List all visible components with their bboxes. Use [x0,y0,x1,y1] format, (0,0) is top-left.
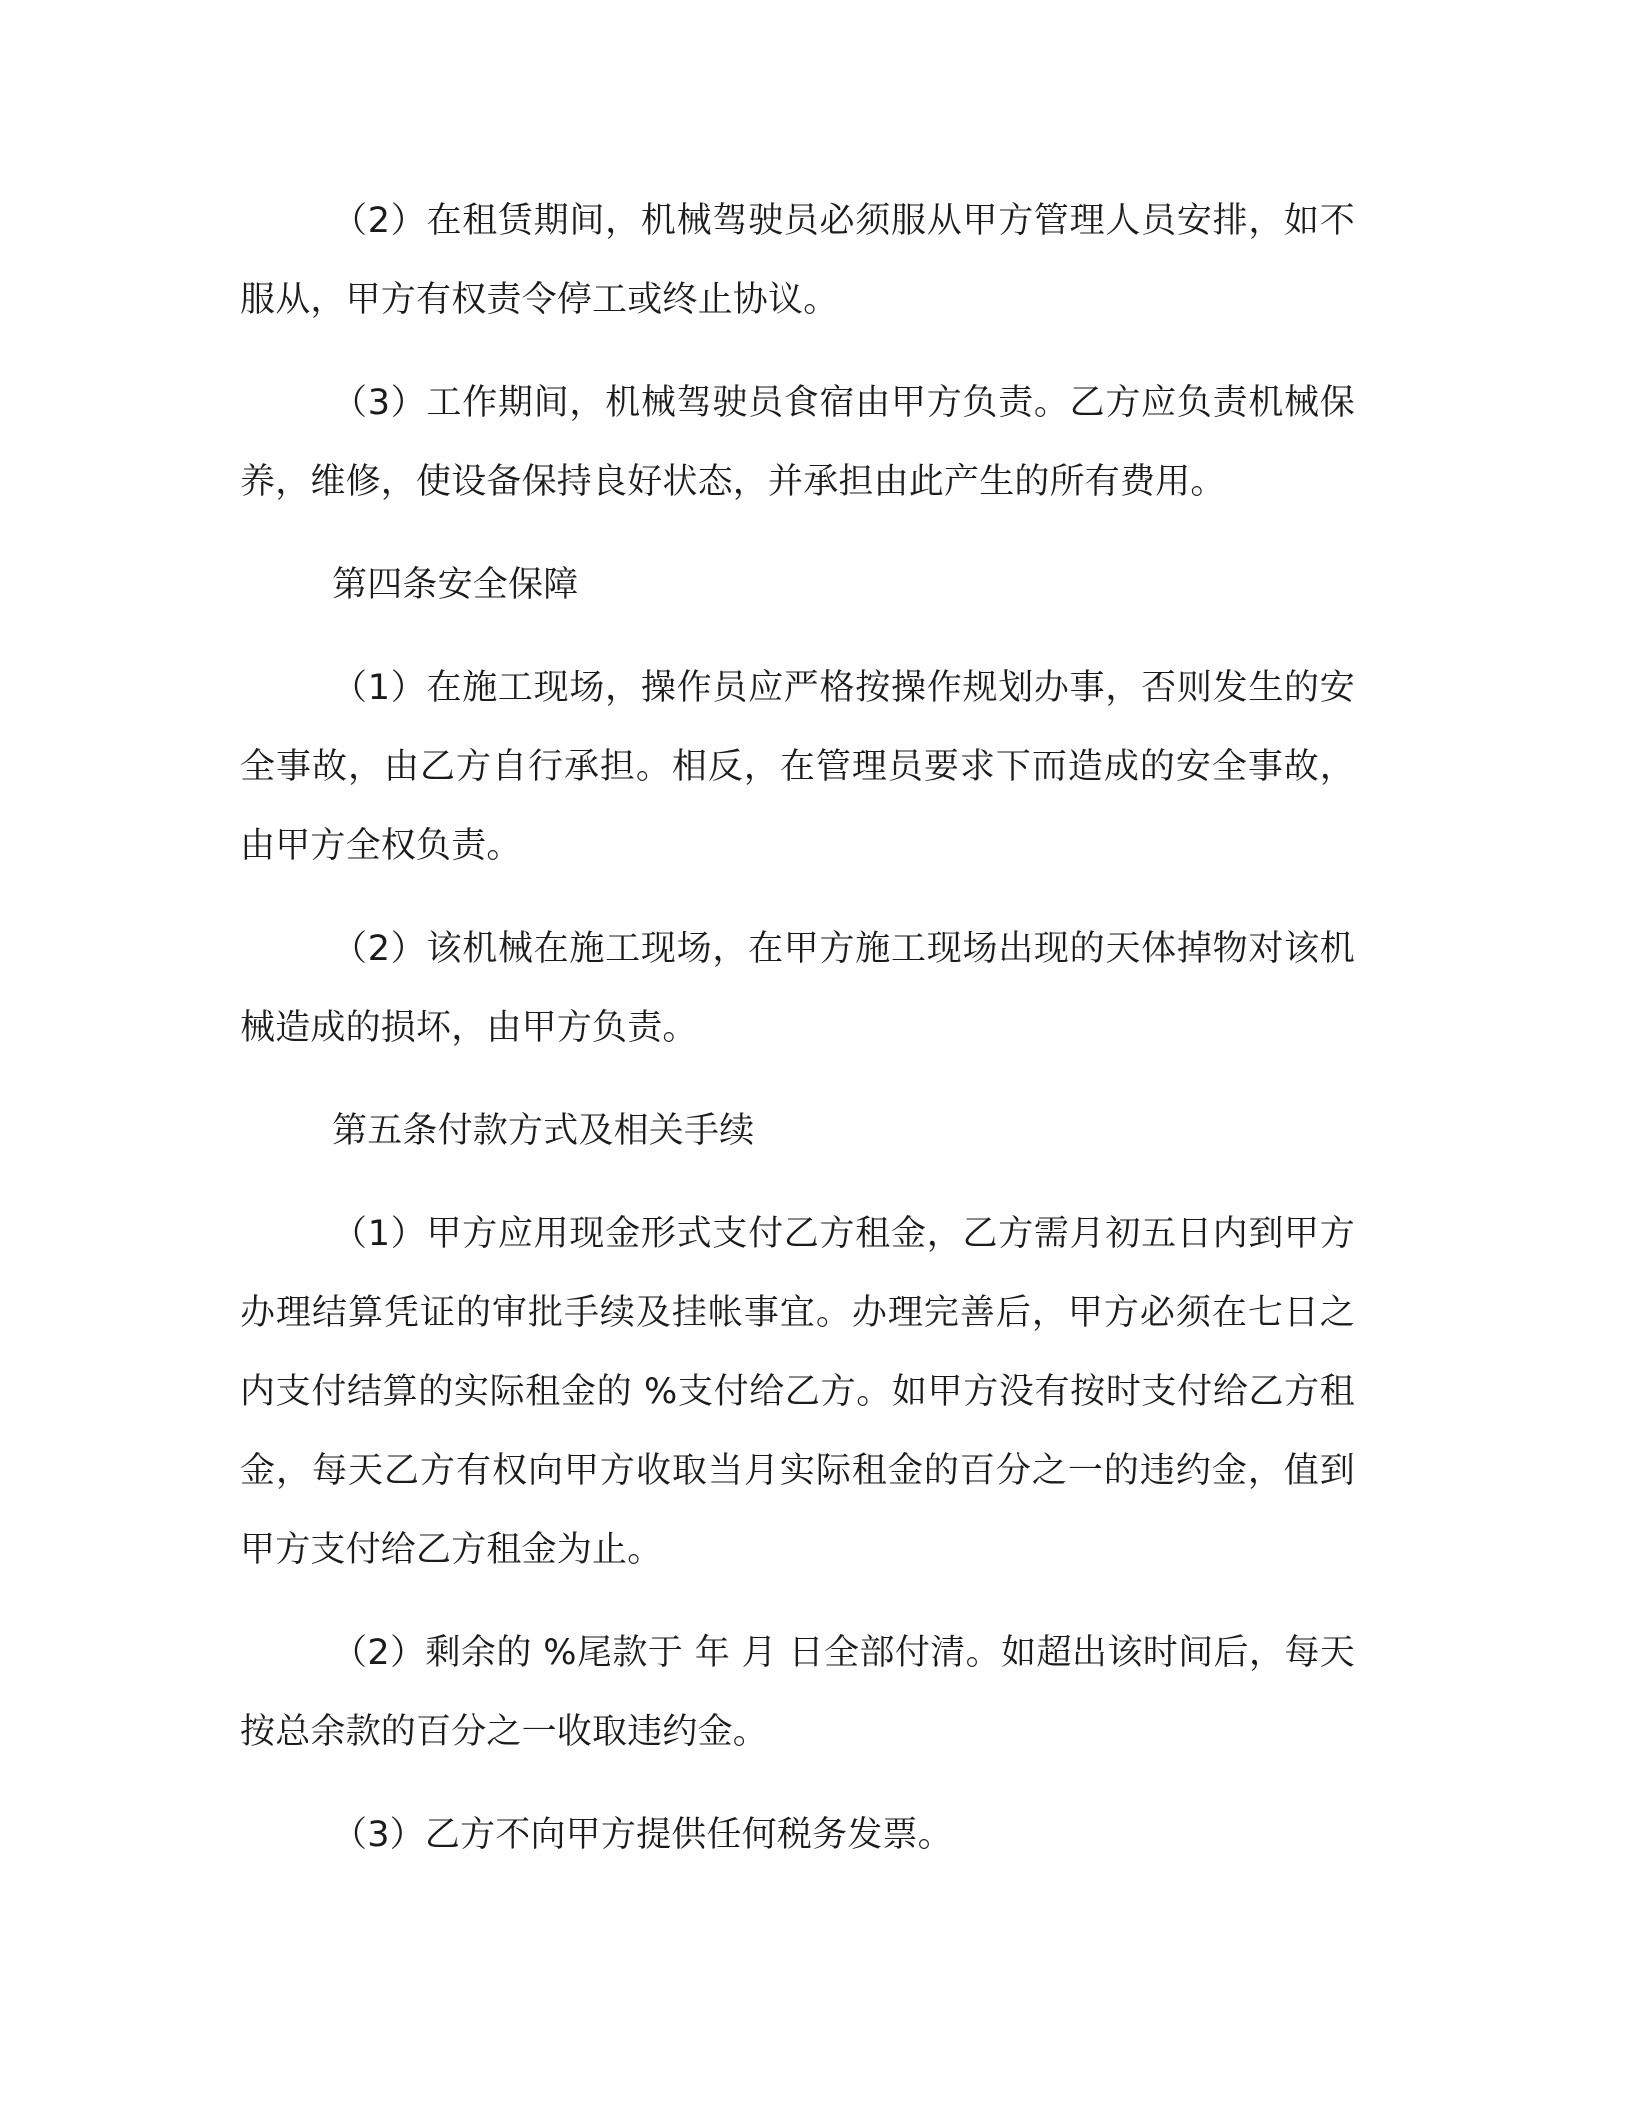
document-body [240,182,1355,1875]
article-4-heading: 第四条安全保障 [332,565,579,605]
article-4-item-1: （1）在施工现场，操作员应严格按操作规划办事，否则发生的安全事故，由乙方自行承担。相反，在管理员要求下而造成的安全事故，由甲方全权负责。 [240,668,1355,866]
clause-3-item-2: （2）在租赁期间，机械驾驶员必须服从甲方管理人员安排，如不服从，甲方有权责令停工或终止协议。 [240,201,1355,320]
article-5-item-2: （2）剩余的 %尾款于 年 月 日全部付清。如超出该时间后，每天按总余款的百分之一收取违约金。 [240,1633,1355,1752]
article-4-item-2: （2）该机械在施工现场，在甲方施工现场出现的天体掉物对该机械造成的损坏，由甲方负责。 [240,929,1355,1048]
article-5-item-1: （1）甲方应用现金形式支付乙方租金，乙方需月初五日内到甲方办理结算凭证的审批手续及挂帐事宜。办理完善后，甲方必须在七日之内支付结算的实际租金的 %支付给乙方。如甲方没有按时支付给乙方租金，每天乙方有权向甲方收取当月实际租金的百分之一的违约金，值到甲方支付给乙方租金为止。 [240,1214,1355,1570]
clause-3-item-3: （3）工作期间，机械驾驶员食宿由甲方负责。乙方应负责机械保养，维修，使设备保持良好状态，并承担由此产生的所有费用。 [240,383,1355,502]
article-5-heading: 第五条付款方式及相关手续 [332,1111,755,1151]
article-5-item-3: （3）乙方不向甲方提供任何税务发票。 [332,1815,953,1855]
